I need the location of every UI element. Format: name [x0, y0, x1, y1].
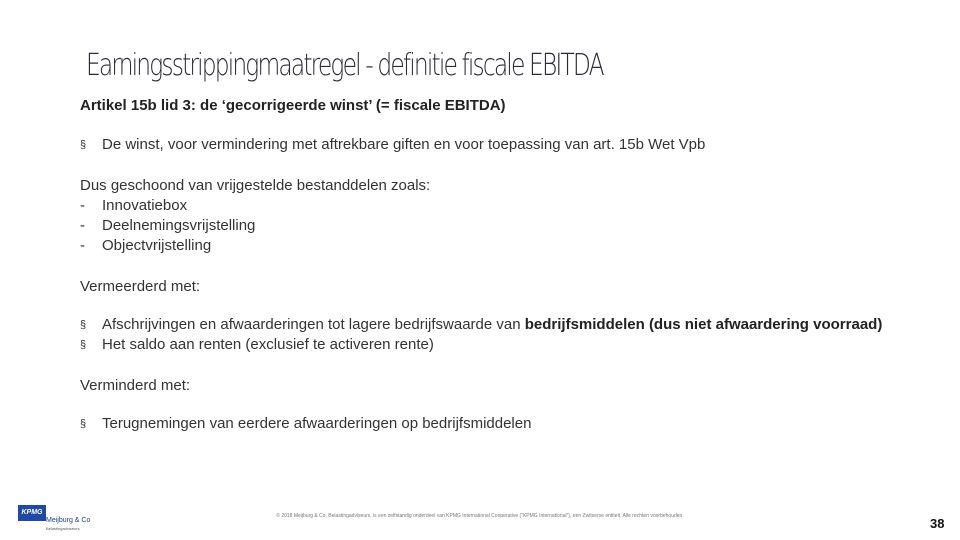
dash-icon: - [80, 237, 85, 254]
section1-list [80, 135, 900, 155]
dash-icon: - [80, 217, 85, 234]
company-name: Meijburg & Co [46, 517, 91, 524]
list-item: § Afschrijvingen en afwaarderingen tot lagere bedrijfswaarde van bedrijfsmiddelen (dus niet afwaardering voorraad) [80, 316, 883, 333]
footer-disclaimer: © 2018 Meijburg & Co, Belastingadviseurs, is een zelfstandig onderdeel van KPMG International Cooperative ("KPMG International"), een Zwitserse entiteit. Alle rechten voorbehouden. [276, 513, 684, 519]
section4-intro: Verminderd met: [80, 377, 191, 394]
list-item: - Innovatiebox [80, 197, 188, 214]
section3-intro: Vermeerderd met: [80, 278, 201, 295]
list-item: - Deelnemingsvrijstelling [80, 217, 256, 234]
subtitle: Artikel 15b lid 3: de ‘gecorrigeerde winst’ (= fiscale EBITDA) [80, 97, 506, 114]
page-number: 38 [930, 516, 945, 531]
dash-icon: - [80, 197, 85, 214]
slide-content [80, 96, 900, 434]
bullet-icon: § [80, 319, 87, 331]
section3-list [80, 315, 900, 355]
list-item: § Terugnemingen van eerdere afwaarderingen op bedrijfsmiddelen [80, 415, 532, 432]
list-item: § De winst, voor vermindering met aftrekbare giften en voor toepassing van art. 15b Wet Vpb [80, 136, 706, 153]
kpmg-logo-icon: KPMG [18, 505, 46, 521]
company-subtitle: Belastingadviseurs [46, 526, 80, 531]
bullet-icon: § [80, 339, 87, 351]
list-item: - Objectvrijstelling [80, 237, 212, 254]
slide-title: Earningsstrippingmaatregel - definitie fiscale EBITDA [86, 48, 603, 83]
section2-intro: Dus geschoond van vrijgestelde bestanddelen zoals: [80, 177, 431, 194]
company-logo [18, 505, 98, 535]
list-item: § Het saldo aan renten (exclusief te activeren rente) [80, 336, 434, 353]
bullet-icon: § [80, 139, 87, 151]
section4-list [80, 414, 900, 434]
bullet-icon: § [80, 418, 87, 430]
section2-list [80, 196, 900, 256]
